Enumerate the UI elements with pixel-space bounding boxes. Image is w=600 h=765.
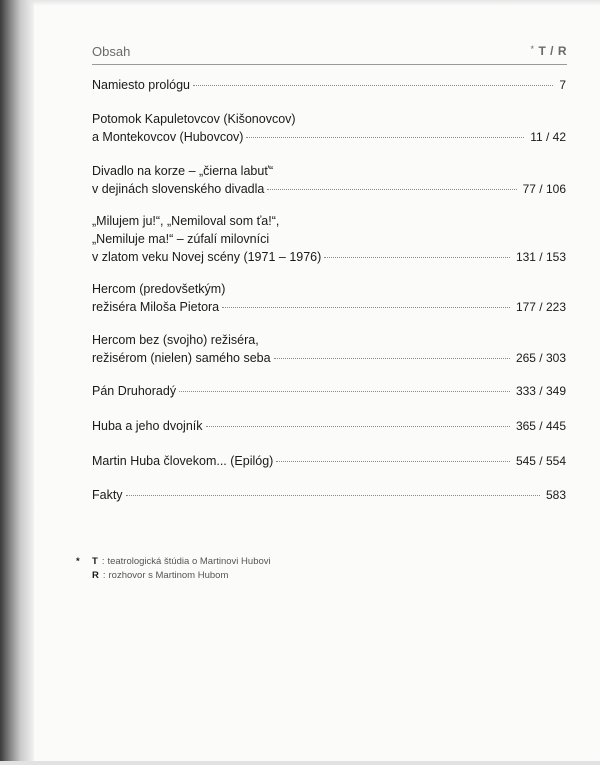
page-top-edge: [30, 0, 600, 6]
toc-entry[interactable]: [92, 331, 566, 367]
toc-entry-title: Divadlo na korze – „čierna labuť“: [92, 164, 274, 178]
footnote-key: T: [92, 556, 98, 567]
dot-leader: [274, 358, 510, 359]
contents-legend: [530, 44, 567, 58]
dot-leader: [222, 307, 510, 308]
book-gutter-shadow: [0, 0, 34, 765]
footnote-row: [76, 569, 271, 583]
toc-entry-title: Namiesto prológu: [92, 78, 190, 92]
toc-entry[interactable]: [92, 76, 566, 94]
toc-entry-title: „Milujem ju!“, „Nemiloval som ťa!“,: [92, 214, 280, 228]
footnote-separator: :: [101, 556, 105, 567]
toc-entry-title: Martin Huba človekom... (Epilóg): [92, 454, 274, 468]
footnote-asterisk: *: [76, 556, 80, 567]
dot-leader: [267, 189, 516, 190]
page-bottom-edge: [0, 761, 600, 765]
toc-entry[interactable]: [92, 110, 566, 146]
footnote-key: R: [92, 570, 99, 581]
toc-entry-title: v dejinách slovenského divadla: [92, 182, 265, 196]
toc-entry[interactable]: [92, 382, 566, 400]
footnote-separator: :: [102, 570, 106, 581]
contents-heading: Obsah: [92, 44, 131, 59]
dot-leader: [276, 461, 510, 462]
toc-entry-title: a Montekovcov (Hubovcov): [92, 130, 244, 144]
toc-entry-title: v zlatom veku Novej scény (1971 – 1976): [92, 250, 322, 264]
toc-entry-title: „Nemiluje ma!“ – zúfalí milovníci: [92, 232, 270, 246]
footnotes: [76, 555, 271, 583]
toc-entry-title: Huba a jeho dvojník: [92, 419, 203, 433]
toc-entry-pages: 265 / 303: [515, 351, 566, 365]
toc-entry-pages: 177 / 223: [515, 300, 566, 314]
dot-leader: [179, 391, 510, 392]
toc-entry-pages: 583: [545, 488, 566, 502]
toc-entry[interactable]: [92, 162, 566, 198]
dot-leader: [246, 137, 524, 138]
dot-leader: [206, 426, 510, 427]
toc-entry-pages: 545 / 554: [515, 454, 566, 468]
toc-entry-pages: 131 / 153: [515, 250, 566, 264]
toc-entry-title: Hercom bez (svojho) režiséra,: [92, 333, 259, 347]
toc-entry[interactable]: [92, 280, 566, 316]
toc-entry-title: Potomok Kapuletovcov (Kišonovcov): [92, 112, 296, 126]
dot-leader: [126, 495, 540, 496]
footnote-row: [76, 555, 271, 569]
toc-entry-pages: 77 / 106: [522, 182, 566, 196]
toc-entry[interactable]: [92, 417, 566, 435]
toc-entry-title: Pán Druhoradý: [92, 384, 177, 398]
toc-entry[interactable]: [92, 452, 566, 470]
legend-asterisk: *: [530, 44, 535, 54]
toc-entry[interactable]: [92, 212, 566, 266]
toc-entry-pages: 365 / 445: [515, 419, 566, 433]
legend-marks: T / R: [538, 44, 567, 58]
toc-entry-title: Fakty: [92, 488, 123, 502]
dot-leader: [324, 257, 510, 258]
header-rule: [92, 64, 567, 65]
footnote-text: rozhovor s Martinom Hubom: [108, 570, 229, 581]
footnote-text: teatrologická štúdia o Martinovi Hubovi: [107, 556, 271, 567]
toc-entry-pages: 7: [559, 78, 566, 92]
toc-entry-title: režiséra Miloša Pietora: [92, 300, 220, 314]
toc-entry[interactable]: [92, 486, 566, 504]
toc-entry-pages: 11 / 42: [530, 130, 566, 144]
toc-entry-pages: 333 / 349: [515, 384, 566, 398]
toc-entry-title: Hercom (predovšetkým): [92, 282, 226, 296]
dot-leader: [193, 85, 553, 86]
toc-entry-title: režisérom (nielen) samého seba: [92, 351, 271, 365]
